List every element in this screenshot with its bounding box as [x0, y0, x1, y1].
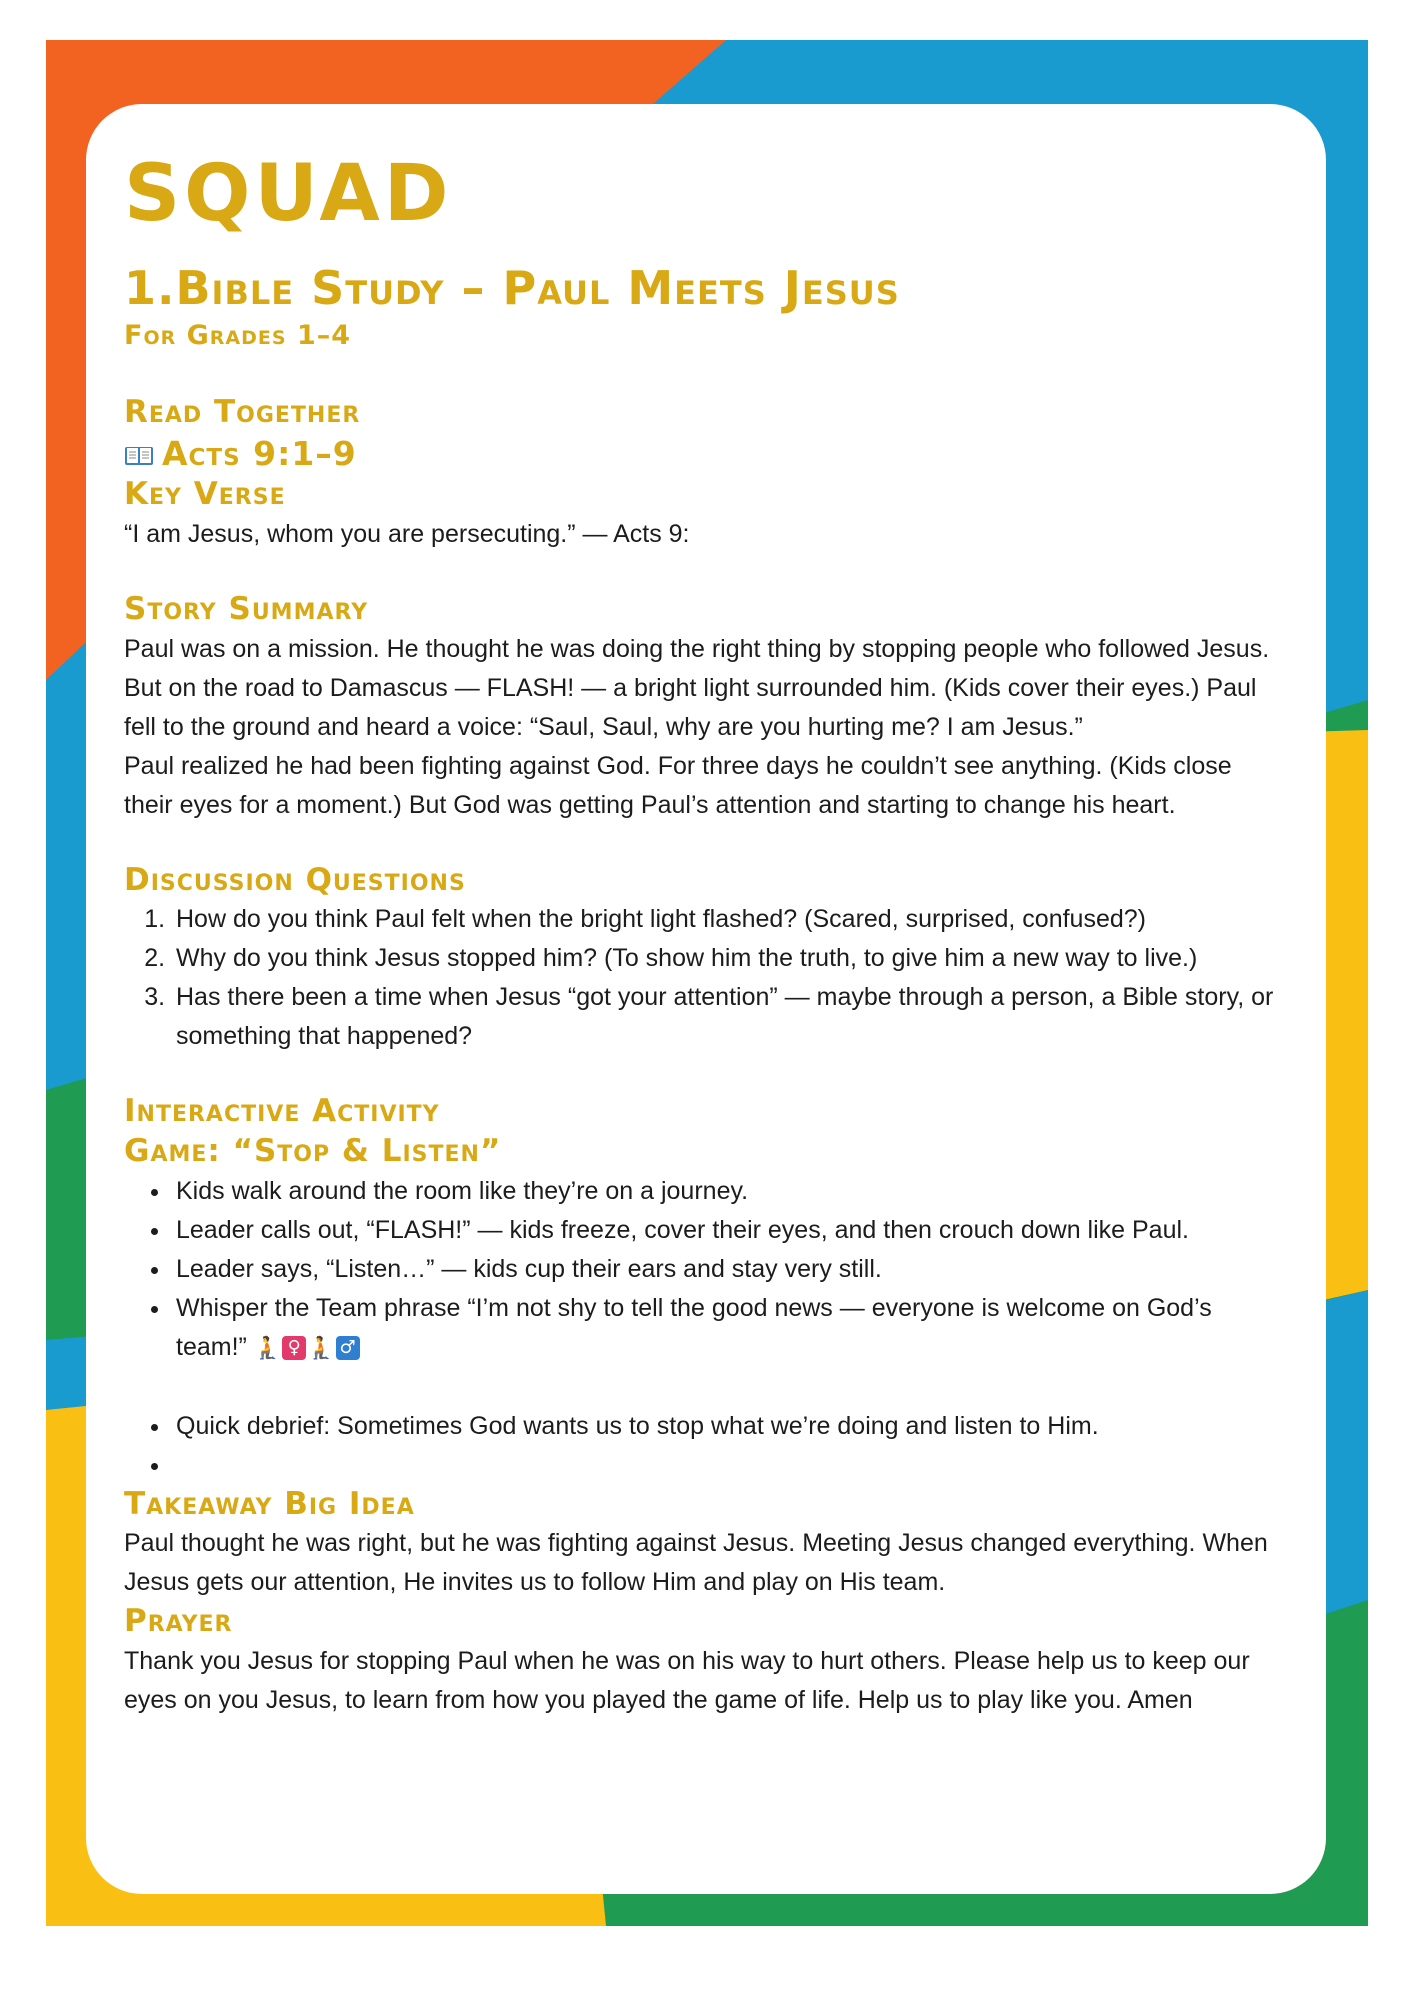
game-heading: Game: “Stop & Listen” — [124, 1133, 502, 1170]
prayer-heading: Prayer — [124, 1603, 233, 1640]
reading-reference — [124, 433, 1282, 475]
question-item: 1. How do you think Paul felt when the bright light flashed? (Scared, surprised, confused?) — [172, 900, 1282, 939]
takeaway-text: Paul thought he was right, but he was fighting against Jesus. Meeting Jesus changed everything. When Jesus gets our attention, He invites us to follow Him and play on His team. — [124, 1529, 1268, 1597]
debrief-list — [124, 1407, 1282, 1485]
kneeling-person-icon: 🧎 — [307, 1335, 335, 1361]
content-card — [86, 104, 1326, 1894]
team-phrase-text: Whisper the Team phrase “I’m not shy to tell the good news — everyone is welcome on God’s team!” — [176, 1293, 1212, 1361]
question-item: 3. Has there been a time when Jesus “got your attention” — maybe through a person, a Bible story, or something that happened? — [172, 978, 1282, 1056]
activity-item: • Leader says, “Listen…” — kids cup their ears and stay very still. — [172, 1250, 1282, 1289]
book-icon — [124, 445, 154, 467]
female-sign-icon: ♀ — [282, 1336, 306, 1360]
discussion-heading: Discussion Questions — [124, 861, 466, 898]
debrief-item: • Quick debrief: Sometimes God wants us to stop what we’re doing and listen to Him. — [172, 1407, 1282, 1446]
prayer-text: Thank you Jesus for stopping Paul when he was on his way to hurt others. Please help us to keep our eyes on you Jesus, to learn from how you played the game of life. Help us to play like you. Amen — [124, 1646, 1250, 1714]
grades-subtitle: For Grades 1–4 — [124, 320, 352, 352]
kneeling-person-icon: 🧎 — [253, 1335, 282, 1361]
activity-item: • Kids walk around the room like they’re on a journey. — [172, 1172, 1282, 1211]
read-together-heading: Read Together — [124, 394, 361, 431]
page-title: squad — [124, 117, 453, 247]
key-verse-text: “I am Jesus, whom you are persecuting.” — Acts 9: — [124, 520, 690, 549]
question-item: 2. Why do you think Jesus stopped him? (To show him the truth, to give him a new way to live.) — [172, 939, 1282, 978]
activity-list — [124, 1172, 1282, 1368]
activity-heading: Interactive Activity — [124, 1093, 440, 1130]
discussion-list — [124, 900, 1282, 1056]
lesson-heading: 1.Bible Study – Paul Meets Jesus — [124, 260, 900, 315]
reading-ref-text: Acts 9:1–9 — [162, 434, 357, 474]
summary-paragraph-1: Paul was on a mission. He thought he was doing the right thing by stopping people who followed Jesus. But on the road to Damascus — FLASH! — a bright light surrounded him. (Kids cover their eyes.) Paul fell to the ground and heard a voice: “Saul, Saul, why are you hurting me? I am Jesus.” — [124, 634, 1270, 741]
summary-paragraph-2: Paul realized he had been fighting against God. For three days he couldn’t see anything. (Kids close their eyes for a moment.) But God was getting Paul’s attention and starting to change his heart. — [124, 751, 1232, 819]
list-spacer — [124, 1368, 1282, 1407]
summary-heading: Story Summary — [124, 591, 369, 628]
takeaway-heading: Takeaway Big Idea — [124, 1485, 415, 1522]
activity-item: • Leader calls out, “FLASH!” — kids freeze, cover their eyes, and then crouch down like Paul. — [172, 1211, 1282, 1250]
male-sign-icon: ♂ — [336, 1336, 360, 1360]
empty-list-item — [172, 1446, 1282, 1485]
key-verse-heading: Key Verse — [124, 476, 286, 513]
activity-item-team-phrase — [172, 1289, 1282, 1368]
